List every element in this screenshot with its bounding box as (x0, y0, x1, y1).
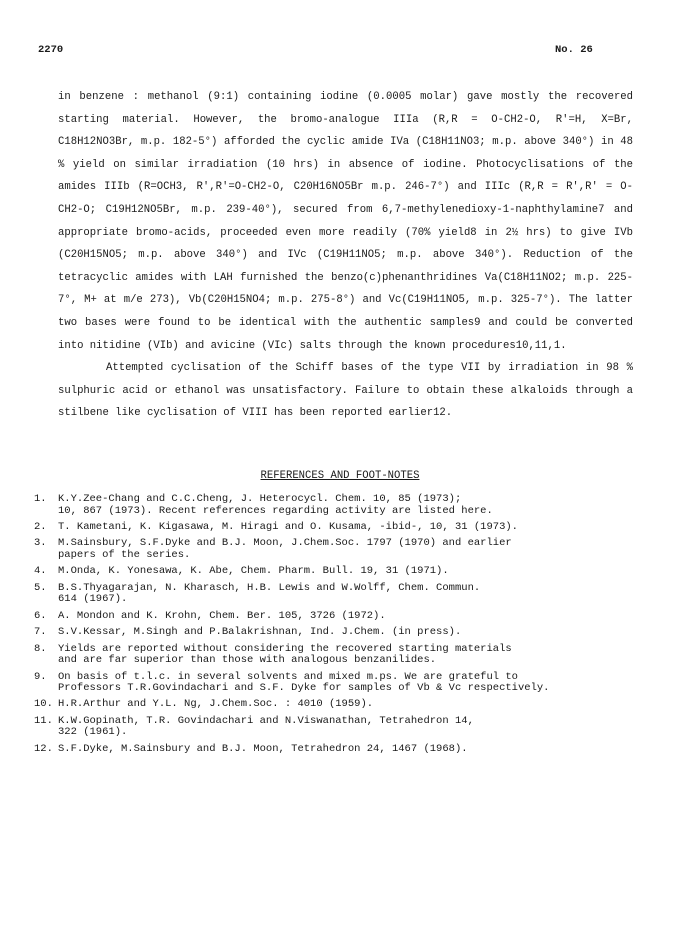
reference-item (34, 627, 644, 639)
reference-text (58, 672, 644, 695)
body-text (58, 86, 633, 425)
reference-item (34, 522, 644, 534)
reference-line: Professors T.R.Govindachari and S.F. Dyke for samples of Vb & Vc respectively. (58, 682, 550, 695)
reference-number: 6. (34, 609, 47, 622)
reference-line: B.S.Thyagarajan, N. Kharasch, H.B. Lewis and W.Wolff, Chem. Commun. (58, 581, 481, 594)
line: could be converted into nitidine (VIb) and avicine (VIc) salts through the known (58, 316, 634, 352)
reference-line: and are far superior than those with analogous benzanilides. (58, 654, 437, 667)
reference-text (58, 627, 644, 639)
line: m/e 273), Vb(C20H15NO4; m.p. 275-8°) and Vc(C19H11NO5, m.p. 325-7°). The (123, 294, 588, 307)
reference-item (34, 644, 644, 667)
line: Attempted cyclisation of the Schiff bases of the type VII by irradiation (106, 362, 579, 375)
line: procedures10,11,1. (452, 339, 567, 352)
reference-text (58, 644, 644, 667)
reference-text (58, 583, 644, 606)
reference-item (34, 699, 644, 711)
reference-line: papers of the series. (58, 548, 191, 561)
reference-line: 10, 867 (1973). Recent references regarding activity are listed here. (58, 504, 493, 517)
reference-item (34, 566, 644, 578)
reference-text (58, 744, 644, 756)
reference-text (58, 494, 644, 517)
reference-line: Yields are reported without considering the recovered starting materials (58, 642, 512, 655)
line: from 6,7-methylenedioxy-1-naphthylamine7 and appropriate bromo-acids, proceeded (58, 203, 633, 239)
reference-number: 1. (34, 493, 47, 505)
reference-text (58, 716, 644, 739)
reference-item (34, 611, 644, 623)
line: iodine. Photocyclisations of the amides IIIb (R=OCH3, R',R'=O-CH2-O, C20H16NO5Br (58, 158, 634, 194)
reference-line: M.Sainsbury, S.F.Dyke and B.J. Moon, J.Chem.Soc. 1797 (1970) and earlier (58, 537, 512, 550)
reference-number: 12. (34, 742, 53, 755)
reference-text (58, 538, 644, 561)
line: in benzene : methanol (9:1) containing iodine (0.0005 molar) gave mostly the (58, 91, 568, 103)
reference-number: 8. (34, 642, 47, 655)
issue-number: No. 26 (555, 44, 593, 56)
reference-line: K.W.Gopinath, T.R. Govindachari and N.Viswanathan, Tetrahedron 14, (58, 714, 474, 727)
reference-number: 3. (34, 537, 47, 550)
line: m.p. above 340°) in 48 % yield on similar irradiation (10 hrs) in absence of (58, 136, 633, 171)
reference-text (58, 699, 644, 711)
reference-item (34, 583, 644, 606)
reference-item (34, 672, 644, 695)
paragraph-1 (58, 86, 633, 357)
reference-line: A. Mondon and K. Krohn, Chem. Ber. 105, 3726 (1972). (58, 609, 386, 622)
reference-line: T. Kametani, K. Kigasawa, M. Hiragi and O. Kusama, -ibid-, 10, 31 (1973). (58, 520, 518, 533)
line: LAH furnished the benzo(c)phenanthridines Va(C18H11NO2; m.p. 225-7°, M+ at (58, 271, 634, 307)
reference-text (58, 611, 644, 623)
reference-number: 9. (34, 670, 47, 683)
line: alkaloids through a stilbene like cyclisation of VIII has been reported earlier12. (58, 384, 633, 420)
reference-number: 7. (34, 626, 47, 639)
line: m.p. 246-7°) and IIIc (R,R = R',R' = O-CH2-O; C19H12NO5Br, m.p. 239-40°), secured (58, 181, 634, 216)
reference-line: M.Onda, K. Yonesawa, K. Abe, Chem. Pharm. Bull. 19, 31 (1971). (58, 565, 449, 578)
reference-text (58, 522, 644, 534)
reference-number: 2. (34, 520, 47, 533)
line: even more readily (70% yield8 in 2½ hrs) to give IVb (C20H15NO5; m.p. above 340°) (58, 226, 633, 262)
references-heading: REFERENCES AND FOOT-NOTES (260, 470, 420, 482)
line: and IVc (C19H11NO5; m.p. above 340°). Reduction of the tetracyclic amides with (58, 249, 634, 284)
reference-line: 322 (1961). (58, 726, 128, 739)
reference-number: 4. (34, 565, 47, 578)
reference-line: S.F.Dyke, M.Sainsbury and B.J. Moon, Tetrahedron 24, 1467 (1968). (58, 742, 468, 755)
reference-line: S.V.Kessar, M.Singh and P.Balakrishnan, Ind. J.Chem. (in press). (58, 626, 462, 639)
reference-item (34, 716, 644, 739)
reference-line: 614 (1967). (58, 593, 128, 606)
line: R'=H, X=Br, C18H12NO3Br, m.p. 182-5°) afforded the cyclic amide IVa (C18H11NO3; (58, 113, 633, 149)
reference-item (34, 744, 644, 756)
reference-line: K.Y.Zee-Chang and C.C.Cheng, J. Heterocycl. Chem. 10, 85 (1973); (58, 493, 462, 505)
reference-number: 5. (34, 581, 47, 594)
reference-number: 10. (34, 698, 53, 711)
reference-number: 11. (34, 714, 53, 727)
line: recovered starting material. However, the bromo-analogue IIIa (R,R = O-CH2-O, (58, 91, 634, 126)
page-number: 2270 (38, 44, 64, 56)
reference-text (58, 566, 644, 578)
reference-line: H.R.Arthur and Y.L. Ng, J.Chem.Soc. : 4010 (1959). (58, 698, 374, 711)
line: latter two bases were found to be identical with the authentic samples9 and (58, 294, 634, 329)
references-list (34, 494, 644, 760)
line: in 98 % sulphuric acid or ethanol was unsatisfactory. Failure to obtain these (58, 362, 633, 397)
reference-item (34, 494, 644, 517)
reference-item (34, 538, 644, 561)
paragraph-2 (58, 357, 633, 425)
reference-line: On basis of t.l.c. in several solvents and mixed m.ps. We are grateful to (58, 670, 518, 683)
